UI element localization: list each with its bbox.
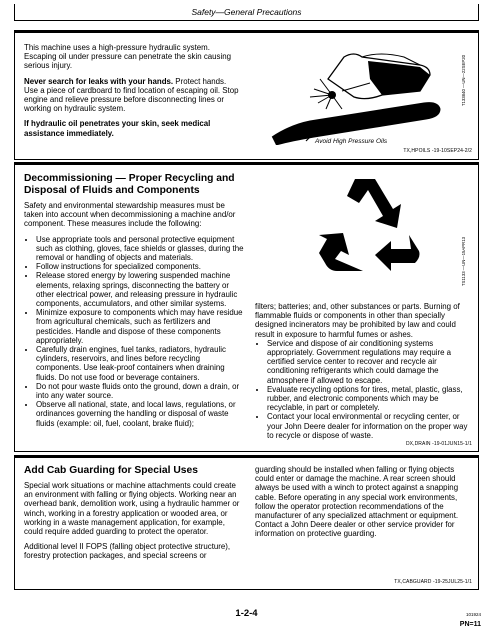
hydraulic-image-id: T133840 —UN—22SEP20	[461, 55, 466, 107]
decommissioning-right-continued: filters; batteries; and, other substances or parts. Burning of flammable fluids or components in other than specially designed incinerators may be prohibited by law and could result in exposure to harmful fumes or ashes.	[255, 302, 460, 339]
list-item: • Do not pour waste fluids onto the ground, down a drain, or into any water source.	[36, 382, 244, 400]
decommissioning-intro: Safety and environmental stewardship measures must be taken into account when decommissioning a machine and/or component. These measures include the following:	[24, 201, 236, 229]
page-header	[14, 4, 479, 21]
hydraulic-medical: If hydraulic oil penetrates your skin, seek medical assistance immediately.	[24, 119, 211, 138]
decommissioning-section	[14, 162, 479, 452]
list-item: • Follow instructions for specialized components.	[36, 262, 244, 271]
hydraulic-oil-section	[14, 30, 479, 160]
decommissioning-reference: DX,DRAIN -19-01JUN15-1/1	[405, 441, 472, 447]
list-item: • Release stored energy by lowering suspended machine elements, relaxing springs, disconnecting the battery or other electrical power, and releasing pressure in hydraulic components, accumulators, and other similar systems.	[36, 271, 244, 308]
cab-guarding-reference: TX,CABGUARD -19-25JUL25-1/1	[394, 579, 472, 585]
hydraulic-warning-rest: Protect hands. Use a piece of cardboard to find location of escaping oil. Stop engine and relieve pressure before disconnecting lines or working on hydraulic system.	[24, 76, 239, 114]
high-pressure-oil-illustration	[270, 45, 442, 145]
hydraulic-reference: TX,HPOILS -19-10SEP24-2/2	[403, 148, 472, 154]
list-item: • Carefully drain engines, fuel tanks, radiators, hydraulic cylinders, reservoirs, and lines before recycling components. Use leak-proof containers when draining fluids. Do not use food or beverage containers.	[36, 345, 244, 382]
hydraulic-warning	[24, 77, 242, 114]
decommissioning-left-list	[24, 235, 244, 428]
footer-pn: PN=11	[459, 621, 481, 628]
list-item: • Observe all national, state, and local laws, regulations, or ordinances governing the handling or disposal of waste fluids (example: oil, fuel, coolant, brake fluid);	[36, 400, 244, 428]
recycling-symbol-icon	[315, 173, 425, 273]
hydraulic-caption: Avoid High Pressure Oils	[315, 138, 388, 145]
page-number: 1-2-4	[235, 608, 258, 619]
footer-code: 101924	[465, 612, 481, 617]
header-title: Safety—General Precautions	[191, 7, 302, 17]
cab-guarding-left-p1: Special work situations or machine attachments could create an environment with falling or flying objects. Working near an overhead bank, demolition work, using a hydraulic hammer or winch, working in a forestry application or wooded area, or working in a waste management application, for example, could require added guarding to protect the operator.	[24, 481, 240, 537]
list-item: • Contact your local environmental or recycling center, or your John Deere dealer for information on the proper way to recycle or dispose of waste.	[267, 412, 470, 440]
decommissioning-right-list	[255, 339, 470, 440]
cab-guarding-section	[14, 455, 479, 590]
list-item: • Minimize exposure to components which may have residue from agricultural chemicals, such as fertilizers and pesticides. Handle and dispose of these components appropriately.	[36, 308, 244, 345]
decommissioning-title: Decommissioning — Proper Recycling and Disposal of Fluids and Components	[24, 173, 235, 196]
cab-guarding-title: Add Cab Guarding for Special Uses	[24, 465, 198, 476]
recycling-image-id: TS1133 —UN—15APR13	[461, 237, 466, 287]
list-item: • Use appropriate tools and personal protective equipment such as clothing, gloves, face shields or glasses, during the removal or handling of objects and materials.	[36, 235, 244, 263]
cab-guarding-left-p2: Additional level II FOPS (falling object protective structure), forestry protection packages, and special screens or	[24, 542, 231, 561]
hydraulic-warning-bold: Never search for leaks with your hands.	[24, 76, 174, 86]
list-item: • Evaluate recycling options for tires, metal, plastic, glass, rubber, and electronic components which may be recyclable, in part or completely.	[267, 385, 470, 413]
list-item: • Service and dispose of air conditioning systems appropriately. Government regulations may require a certified service center to recover and recycle air conditioning refrigerants which could damage the atmosphere if allowed to escape.	[267, 339, 470, 385]
hydraulic-intro: This machine uses a high-pressure hydraulic system. Escaping oil under pressure can penetrate the skin causing serious injury.	[24, 43, 232, 71]
cab-guarding-right-p1: guarding should be installed when falling or flying objects could enter or damage the machine. A rear screen should always be used with a winch to protect against a snapping cable. Before operating in any special work environments, follow the operator protection recommendations of the manufacturer of any specialized attachment or equipment. Contact a John Deere dealer or other service provider for information on protective guarding.	[255, 465, 459, 539]
